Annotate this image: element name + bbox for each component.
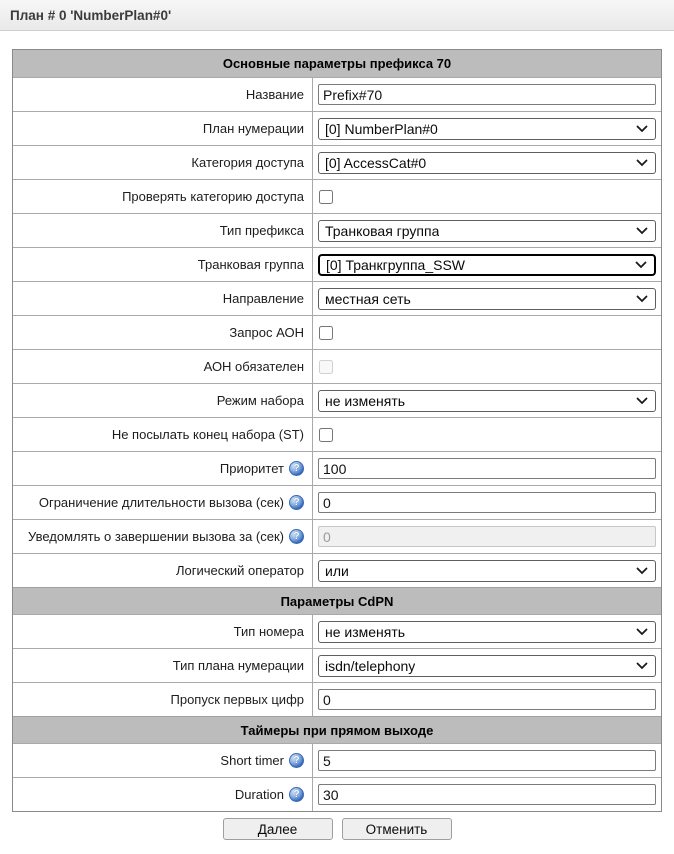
prefix-type-select-value: Транковая группа <box>325 222 440 239</box>
page-header <box>0 0 674 31</box>
notify-end-label: Уведомлять о завершении вызова за (сек) <box>28 529 284 544</box>
skip-digits-input[interactable] <box>318 689 656 710</box>
dial-mode-select[interactable] <box>318 390 656 412</box>
number-type-select-value: не изменять <box>325 623 406 640</box>
row-trunk-group <box>13 247 661 281</box>
access-cat-select[interactable] <box>318 152 656 174</box>
number-plan-select-value: [0] NumberPlan#0 <box>325 120 438 137</box>
row-dial-mode <box>13 383 661 417</box>
chevron-down-icon <box>636 567 648 575</box>
check-access-label: Проверять категорию доступа <box>122 189 304 204</box>
row-priority <box>13 451 661 485</box>
logical-op-select-value: или <box>325 562 349 579</box>
page-title: План # 0 'NumberPlan#0' <box>10 7 172 23</box>
help-icon[interactable]: ? <box>289 787 304 802</box>
duration-input[interactable] <box>318 784 656 805</box>
help-icon[interactable]: ? <box>289 461 304 476</box>
short-timer-input[interactable] <box>318 750 656 771</box>
number-type-label: Тип номера <box>233 624 304 639</box>
aon-required-label: АОН обязателен <box>203 359 304 374</box>
priority-input[interactable] <box>318 458 656 479</box>
row-name <box>13 77 661 111</box>
row-access-cat <box>13 145 661 179</box>
row-number-type <box>13 614 661 648</box>
button-bar <box>0 818 674 840</box>
row-check-access <box>13 179 661 213</box>
direction-select[interactable] <box>318 288 656 310</box>
chevron-down-icon <box>636 125 648 133</box>
row-duration <box>13 777 661 811</box>
number-plan-select[interactable] <box>318 118 656 140</box>
chevron-down-icon <box>636 628 648 636</box>
skip-digits-label: Пропуск первых цифр <box>170 692 304 707</box>
chevron-down-icon <box>635 261 647 269</box>
aon-request-checkbox[interactable] <box>319 326 333 340</box>
help-icon[interactable]: ? <box>289 529 304 544</box>
dial-mode-label: Режим набора <box>216 393 304 408</box>
trunk-group-label: Транковая группа <box>197 257 304 272</box>
prefix-type-select[interactable] <box>318 220 656 242</box>
duration-label: Duration <box>234 787 284 802</box>
logical-op-label: Логический оператор <box>175 563 304 578</box>
chevron-down-icon <box>636 662 648 670</box>
row-num-plan-type <box>13 648 661 682</box>
row-number-plan <box>13 111 661 145</box>
row-aon-required <box>13 349 661 383</box>
call-limit-input[interactable] <box>318 492 656 513</box>
notify-end-input <box>318 526 656 547</box>
row-logical-op <box>13 553 661 587</box>
trunk-group-select-value: [0] Транкгруппа_SSW <box>326 256 466 273</box>
check-access-checkbox[interactable] <box>319 190 333 204</box>
access-cat-select-value: [0] AccessCat#0 <box>325 154 427 171</box>
access-cat-label: Категория доступа <box>191 155 304 170</box>
row-aon-request <box>13 315 661 349</box>
number-plan-label: План нумерации <box>202 121 304 136</box>
chevron-down-icon <box>636 295 648 303</box>
section-header-main: Основные параметры префикса 70 <box>13 50 661 77</box>
row-skip-digits <box>13 682 661 716</box>
num-plan-type-label: Тип плана нумерации <box>172 658 304 673</box>
short-timer-label: Short timer <box>220 753 284 768</box>
logical-op-select[interactable] <box>318 560 656 582</box>
section-header-timers: Таймеры при прямом выходе <box>13 716 661 743</box>
help-icon[interactable]: ? <box>289 495 304 510</box>
priority-label: Приоритет <box>219 461 284 476</box>
prefix-type-label: Тип префикса <box>219 223 304 238</box>
row-no-end-st <box>13 417 661 451</box>
aon-required-checkbox <box>319 360 333 374</box>
dial-mode-select-value: не изменять <box>325 392 406 409</box>
chevron-down-icon <box>636 227 648 235</box>
name-input[interactable] <box>318 84 656 105</box>
call-limit-label: Ограничение длительности вызова (сек) <box>38 495 284 510</box>
name-label: Название <box>245 87 304 102</box>
num-plan-type-select-value: isdn/telephony <box>325 657 416 674</box>
num-plan-type-select[interactable] <box>318 655 656 677</box>
aon-request-label: Запрос АОН <box>229 325 304 340</box>
section-header-cdpn: Параметры CdPN <box>13 587 661 614</box>
cancel-button[interactable]: Отменить <box>342 818 452 840</box>
number-type-select[interactable] <box>318 621 656 643</box>
row-prefix-type <box>13 213 661 247</box>
prefix-settings-table <box>12 49 662 812</box>
trunk-group-select[interactable] <box>318 254 656 276</box>
row-direction <box>13 281 661 315</box>
no-end-st-checkbox[interactable] <box>319 428 333 442</box>
chevron-down-icon <box>636 397 648 405</box>
help-icon[interactable]: ? <box>289 753 304 768</box>
direction-select-value: местная сеть <box>325 290 411 307</box>
no-end-st-label: Не посылать конец набора (ST) <box>111 427 304 442</box>
direction-label: Направление <box>222 291 304 306</box>
row-short-timer <box>13 743 661 777</box>
next-button[interactable]: Далее <box>223 818 333 840</box>
chevron-down-icon <box>636 159 648 167</box>
row-call-limit <box>13 485 661 519</box>
row-notify-end <box>13 519 661 553</box>
